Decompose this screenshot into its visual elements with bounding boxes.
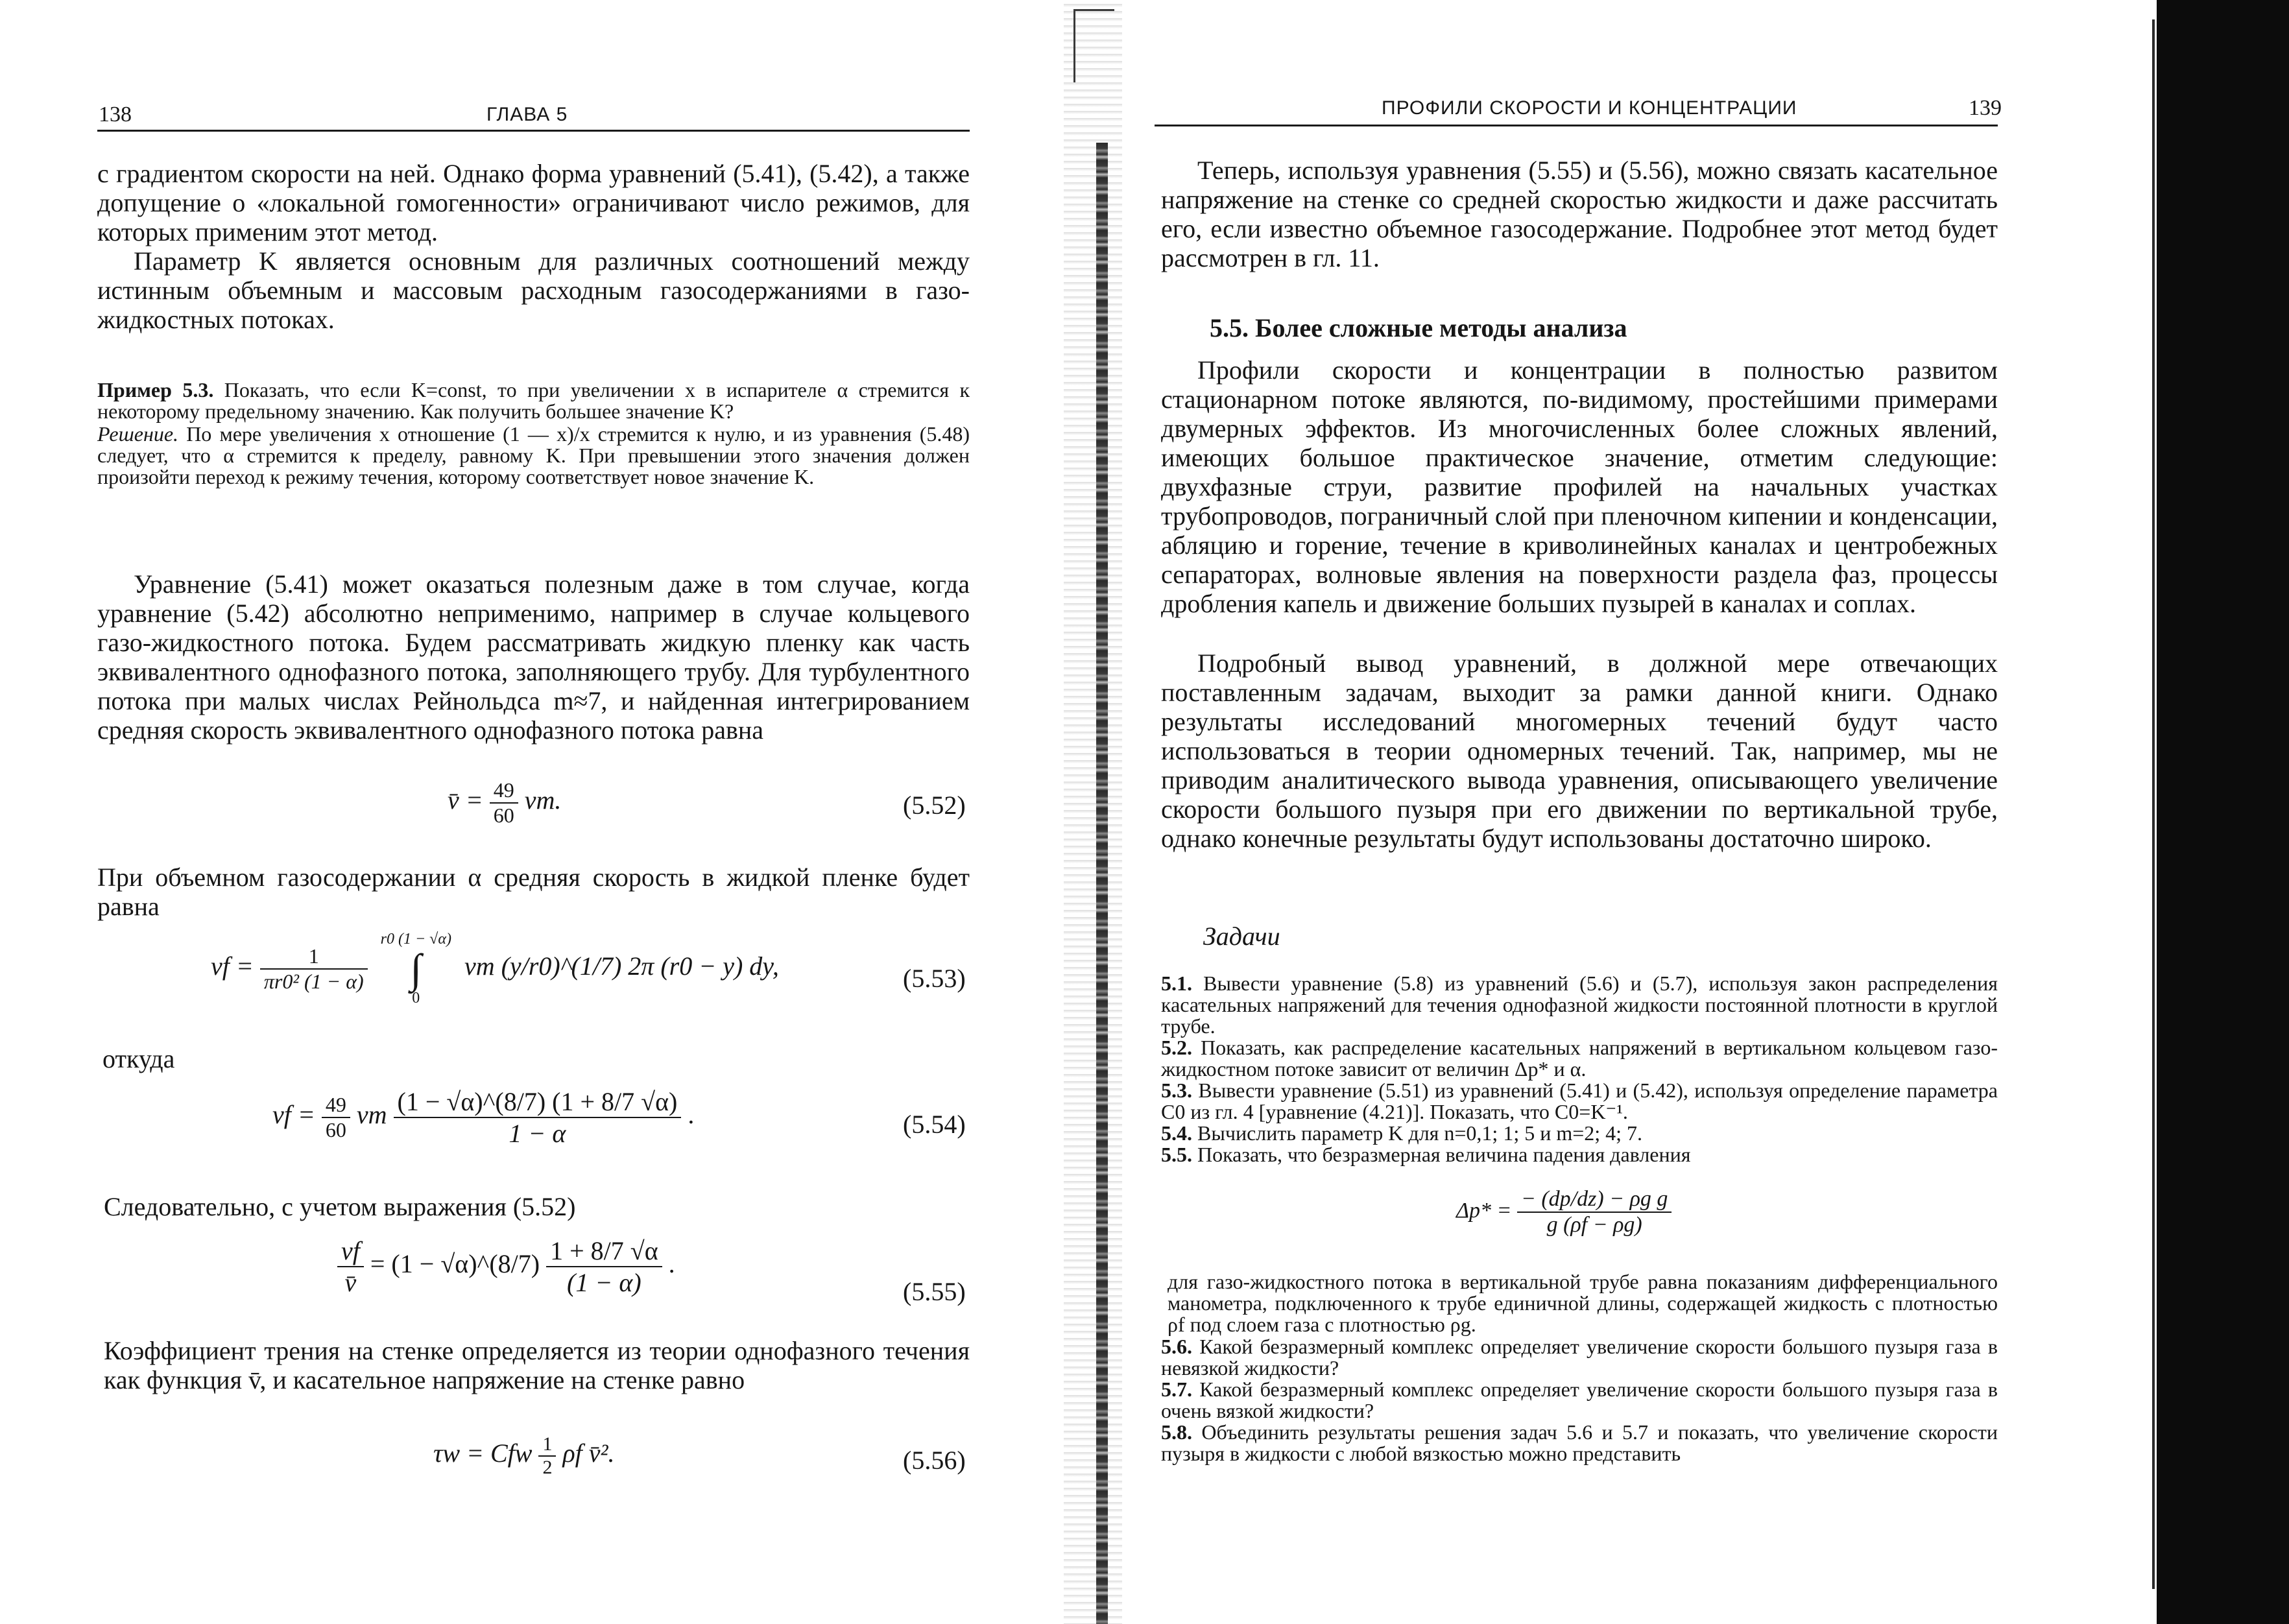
problem-continuation: для газо-жидкостного потока в вертикальной трубе равна показаниям дифференциального манометра, подключенного к трубе единичной длины, содержащей жидкость с плотностью ρf под слоем газа с плотностью ρg. xyxy=(1168,1270,1998,1336)
eq-lhs: v̄ = xyxy=(448,785,483,815)
problem-text: Вычислить параметр K для n=0,1; 1; 5 и m=2; 4; 7. xyxy=(1197,1121,1643,1145)
eq-lhs: Δp* = xyxy=(1456,1198,1512,1223)
eq-fraction xyxy=(490,778,518,828)
problems-list xyxy=(1161,973,1998,1165)
frac-num: 1 xyxy=(538,1433,556,1457)
problem-item xyxy=(1161,1422,1998,1464)
frac-num: (1 − √α)^(8/7) (1 + 8/7 √α) xyxy=(394,1086,682,1118)
frac-den: 60 xyxy=(325,1118,346,1141)
solution-label: Решение. xyxy=(97,422,179,446)
equation-5-56 xyxy=(433,1433,615,1479)
eq-fraction xyxy=(1517,1187,1672,1237)
eq-vm: vm xyxy=(356,1100,387,1130)
problems-heading: Задачи xyxy=(1203,922,1280,951)
upper-limit: r0 (1 − √α) xyxy=(380,931,451,948)
problem-number: 5.3. xyxy=(1161,1079,1192,1102)
integrand: vm (y/r0)^(1/7) 2π (r0 − y) dy, xyxy=(464,951,779,981)
problem-text: Показать, что безразмерная величина падения давления xyxy=(1197,1143,1691,1166)
example-text xyxy=(97,379,970,422)
problem-number: 5.6. xyxy=(1161,1335,1192,1358)
problem-item xyxy=(1161,1080,1998,1123)
frac-num: − (dp/dz) − ρg g xyxy=(1517,1187,1672,1213)
paragraph: Теперь, используя уравнения (5.55) и (5.56), можно связать касательное напряжение на стенке со средней скоростью жидкости и даже рассчитать его, если известно объемное газосодержание. Подробнее этот метод будет рассмотрен в гл. 11. xyxy=(1161,156,1998,272)
problem-text: Показать, как распределение касательных напряжений в вертикальном кольцевом газо-жидкостном потоке зависит от величин Δp* и α. xyxy=(1161,1036,1998,1081)
coef-fraction xyxy=(322,1093,350,1142)
paragraph: Параметр K является основным для различных соотношений между истинным объемным и массовым расходным газосодержаниями в газо-жидкостных потоках. xyxy=(97,246,970,334)
problem-number: 5.8. xyxy=(1161,1420,1192,1444)
eq-rhs: vm. xyxy=(524,785,562,815)
example-label: Пример 5.3. xyxy=(97,378,214,401)
running-head: ПРОФИЛИ СКОРОСТИ И КОНЦЕНТРАЦИИ xyxy=(1382,97,1797,119)
equation-dp xyxy=(1456,1187,1672,1237)
paragraph: При объемном газосодержании α средняя скорость в жидкой пленке будет равна xyxy=(97,863,970,921)
solution-text xyxy=(97,424,970,488)
problem-item xyxy=(1161,1037,1998,1080)
problem-text: Вывести уравнение (5.8) из уравнений (5.6) и (5.7), используя закон распределения касательных напряжений для течения однофазной жидкости постоянной плотности в круглой трубе. xyxy=(1161,972,1998,1038)
header-rule xyxy=(1155,125,1998,126)
frac-num: 1 xyxy=(260,944,368,970)
problem-item xyxy=(1161,1379,1998,1422)
eq-fraction xyxy=(538,1433,556,1479)
problem-number: 5.1. xyxy=(1161,972,1192,995)
frac-num: 49 xyxy=(490,778,518,804)
problems-list-2 xyxy=(1161,1336,1998,1464)
eq-lhs: vf = xyxy=(272,1100,315,1130)
eq-rhs: ρf v̄². xyxy=(562,1439,615,1468)
eq-fraction xyxy=(546,1236,662,1298)
problem-item xyxy=(1161,1336,1998,1379)
solution-body: По мере увеличения x отношение (1 — x)/x стремится к нулю, и из уравнения (5.48) следует, что α стремится к пределу, равному K. При превышении этого значения должен произойти переход к режиму течения, которому соответствует новое значение K. xyxy=(97,422,970,488)
problem-text: Какой безразмерный комплекс определяет увеличение скорости большого пузыря газа в невязкой жидкости? xyxy=(1161,1335,1998,1379)
problem-number: 5.4. xyxy=(1161,1121,1192,1145)
example-body: Показать, что если K=const, то при увеличении x в испарителе α стремится к некоторому предельному значению. Как получить большее значение K? xyxy=(97,378,970,423)
problem-text: Какой безразмерный комплекс определяет увеличение скорости большого пузыря газа в очень вязкой жидкости? xyxy=(1161,1378,1998,1422)
equation-5-55: $\frac{vf}{v̄}$ = (1 − √α)^(8/7) $\frac{1 + 8/7 √\alpha}{(1 - \alpha)}$ . xyxy=(337,1236,675,1298)
problem-item xyxy=(1161,973,1998,1037)
equation-number: (5.53) xyxy=(903,964,966,993)
equation-5-52 xyxy=(448,778,561,828)
integral-sign: ∫ xyxy=(410,946,422,992)
paragraph: Коэффициент трения на стенке определяется из теории однофазного течения как функция v̄, и касательное напряжение на стенке равно xyxy=(104,1336,970,1394)
integral xyxy=(381,931,451,1007)
example-block xyxy=(97,379,970,488)
eq-lhs: vf = xyxy=(211,951,254,981)
frac-den: (1 − α) xyxy=(567,1268,641,1297)
paragraph: Следовательно, с учетом выражения (5.52) xyxy=(104,1192,576,1221)
running-head: ГЛАВА 5 xyxy=(486,104,568,125)
paragraph: с градиентом скорости на ней. Однако форма уравнений (5.41), (5.42), а также допущение о «локальной гомогенности» ограничивают число режимов, для которых применим этот метод. xyxy=(97,159,970,246)
paragraph: Профили скорости и концентрации в полностью развитом стационарном потоке являются, по-видимому, простейшими примерами двумерных эффектов. Из многочисленных более сложных явлений, имеющих большое практическое значение, отметим следующие: двухфазные струи, развитие профилей на начальных участках трубопроводов, пограничный слой при пленочном кипении и конденсации, абляцию и горение, течение в криволинейных каналах и центробежных сепараторах, волновые явления на поверхности раздела фаз, процессы дробления капель и движение больших пузырей в каналах и соплах. xyxy=(1161,355,1998,618)
problem-number: 5.5. xyxy=(1161,1143,1192,1166)
equation-5-53 xyxy=(211,931,779,1034)
left-page xyxy=(0,0,1064,1624)
problem-number: 5.7. xyxy=(1161,1378,1192,1401)
equation-number: (5.55) xyxy=(903,1277,966,1306)
frac-den: g (ρf − ρg) xyxy=(1546,1213,1642,1237)
equation-number: (5.54) xyxy=(903,1110,966,1139)
frac-num: 1 + 8/7 √α xyxy=(546,1236,662,1267)
equation-number: (5.56) xyxy=(903,1446,966,1475)
problem-text: Объединить результаты решения задач 5.6 и 5.7 и показать, что увеличение скорости пузыря в жидкости с любой вязкостью можно представить xyxy=(1161,1420,1998,1465)
page-number: 139 xyxy=(1969,96,2002,120)
frac-den: πr0² (1 − α) xyxy=(263,970,364,993)
section-heading: 5.5. Более сложные методы анализа xyxy=(1210,313,1627,342)
problem-number: 5.2. xyxy=(1161,1036,1192,1059)
frac-num: 49 xyxy=(322,1093,350,1118)
paragraph: откуда xyxy=(102,1044,175,1073)
frac-den: v̄ xyxy=(344,1268,357,1297)
lhs-fraction xyxy=(337,1236,364,1298)
eq-middle: = (1 − √α)^(8/7) xyxy=(370,1249,540,1279)
page-number: 138 xyxy=(99,102,132,126)
frac-num: vf xyxy=(337,1236,364,1267)
right-page xyxy=(1077,0,2289,1624)
frac-den: 60 xyxy=(493,804,514,827)
problem-item xyxy=(1161,1144,1998,1165)
frac-den: 2 xyxy=(542,1457,553,1478)
paragraph: Уравнение (5.41) может оказаться полезным даже в том случае, когда уравнение (5.42) абсолютно неприменимо, например в случае кольцевого газо-жидкостного потока. Будем рассматривать жидкую пленку как часть эквивалентного однофазного потока, заполняющего трубу. Для турбулентного потока при малых числах Рейнольдса m≈7, и найденная интегрированием средняя скорость эквивалентного однофазного потока равна xyxy=(97,569,970,745)
eq-fraction xyxy=(394,1086,682,1149)
paragraph: Подробный вывод уравнений, в должной мере отвечающих поставленным задачам, выходит за рамки данной книги. Однако результаты исследований многомерных течений будут часто использоваться в теории одномерных течений. Так, например, мы не приводим аналитического вывода уравнения, описывающего увеличение скорости большого пузыря при его движении по вертикальной трубе, однако конечные результаты будут использованы достаточно широко. xyxy=(1161,649,1998,853)
problem-item xyxy=(1161,1123,1998,1144)
eq-fraction xyxy=(260,944,368,994)
lower-limit: 0 xyxy=(412,990,420,1007)
equation-5-54: vf = $\frac{49}{60}$ vm $\frac{(1 - √\alpha)\^{}(8/7) (1 + 8/7 √\alpha)}{1 - \alpha}$ . xyxy=(272,1087,695,1148)
eq-lhs: τw = Cfw xyxy=(433,1439,533,1468)
frac-den: 1 − α xyxy=(509,1119,566,1148)
problem-text: Вывести уравнение (5.51) из уравнений (5.41) и (5.42), используя определение параметра C0 из гл. 4 [уравнение (4.21)]. Показать, что C0=K⁻¹. xyxy=(1161,1079,1998,1123)
equation-number: (5.52) xyxy=(903,791,966,820)
header-rule xyxy=(97,130,970,132)
